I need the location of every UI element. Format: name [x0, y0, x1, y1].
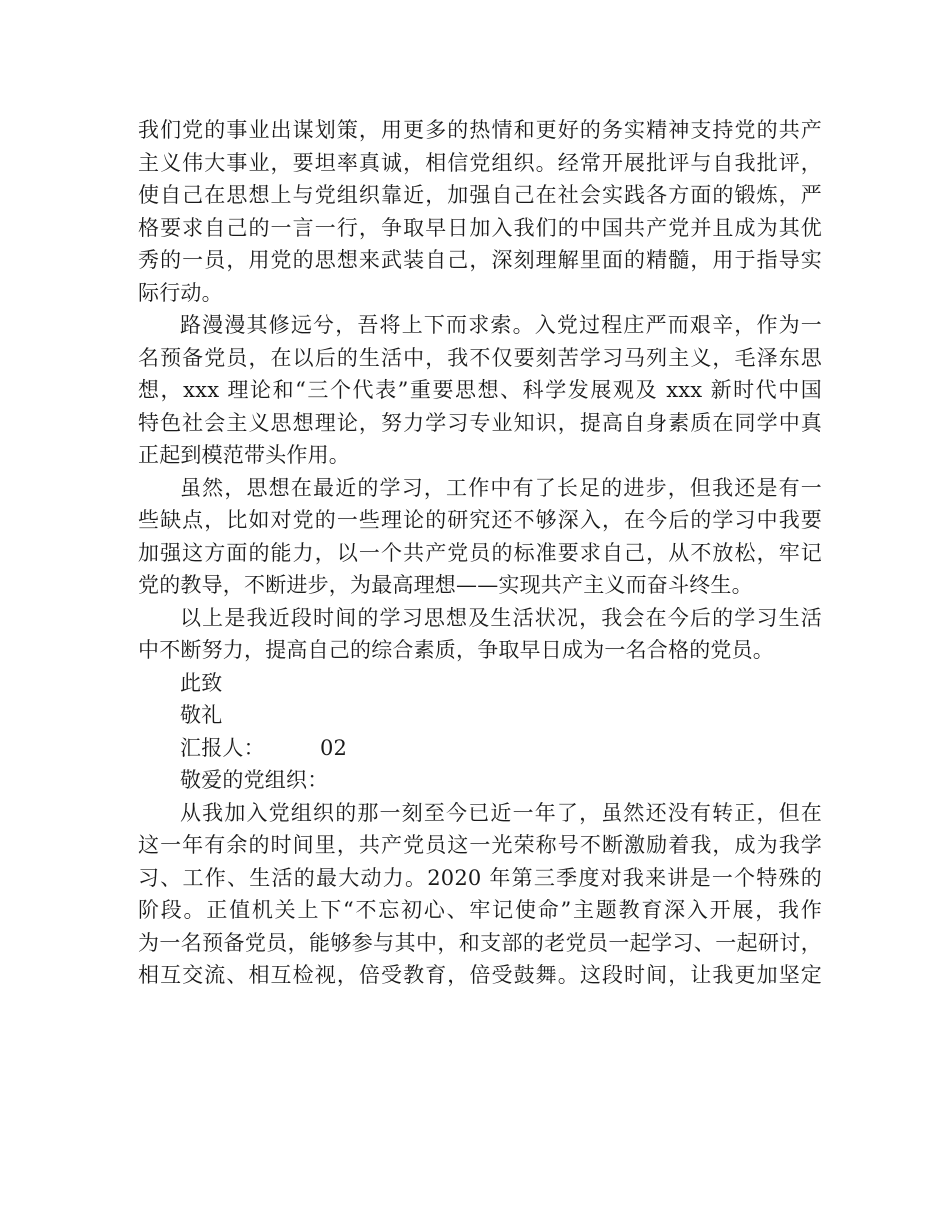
body-lines-part-2 — [138, 764, 822, 992]
text-line: 习、工作、生活的最大动力。2020 年第三季度对我来讲是一个特殊的 — [138, 865, 822, 890]
text-line: 相互交流、相互检视，倍受教育，倍受鼓舞。这段时间，让我更加坚定 — [138, 963, 822, 987]
signature-value: 02 — [320, 735, 348, 760]
text-line: 秀的一员，用党的思想来武装自己，深刻理解里面的精髓，用于指导实 — [138, 248, 822, 272]
text-line: 使自己在思想上与党组织靠近，加强自己在社会实践各方面的锻炼，严 — [138, 183, 822, 207]
document-body — [138, 114, 822, 992]
text-line: 敬爱的党组织： — [180, 768, 329, 792]
text-line: 名预备党员，在以后的生活中，我不仅要刻苦学习马列主义，毛泽东思 — [138, 345, 822, 370]
text-line: 为一名预备党员，能够参与其中，和支部的老党员一起学习、一起研讨， — [138, 930, 822, 955]
text-line: 特色社会主义思想理论，努力学习专业知识，提高自身素质在同学中真 — [138, 410, 822, 435]
body-lines-part-1 — [138, 114, 822, 732]
text-line: 些缺点，比如对党的一些理论的研究还不够深入，在今后的学习中我要 — [138, 508, 822, 532]
text-line: 敬礼 — [180, 703, 223, 727]
text-line: 虽然，思想在最近的学习，工作中有了长足的进步，但我还是有一 — [180, 475, 822, 500]
signature-label: 汇报人： — [180, 735, 265, 760]
text-line: 正起到模范带头作用。 — [138, 443, 350, 467]
text-line: 主义伟大事业，要坦率真诚，相信党组织。经常开展批评与自我批评， — [138, 150, 822, 175]
text-line: 路漫漫其修远兮，吾将上下而求索。入党过程庄严而艰辛，作为一 — [180, 313, 822, 337]
text-line: 加强这方面的能力，以一个共产党员的标准要求自己，从不放松，牢记 — [138, 540, 822, 565]
text-line: 此致 — [180, 670, 223, 695]
text-line: 从我加入党组织的那一刻至今已近一年了，虽然还没有转正，但在 — [180, 800, 822, 825]
signature-line — [138, 732, 822, 765]
text-line: 想，xxx 理论和“三个代表”重要思想、科学发展观及 xxx 新时代中国 — [138, 378, 822, 402]
text-line: 格要求自己的一言一行，争取早日加入我们的中国共产党并且成为其优 — [138, 215, 822, 240]
text-line: 这一年有余的时间里，共产党员这一光荣称号不断激励着我，成为我学 — [138, 833, 822, 857]
text-line: 我们党的事业出谋划策，用更多的热情和更好的务实精神支持党的共产 — [138, 118, 822, 142]
text-line: 中不断努力，提高自己的综合素质，争取早日成为一名合格的党员。 — [138, 638, 774, 662]
text-line: 党的教导，不断进步，为最高理想——实现共产主义而奋斗终生。 — [138, 573, 753, 597]
text-line: 阶段。正值机关上下“不忘初心、牢记使命”主题教育深入开展，我作 — [138, 898, 822, 922]
text-line: 以上是我近段时间的学习思想及生活状况，我会在今后的学习生活 — [180, 605, 822, 630]
text-line: 际行动。 — [138, 280, 223, 305]
